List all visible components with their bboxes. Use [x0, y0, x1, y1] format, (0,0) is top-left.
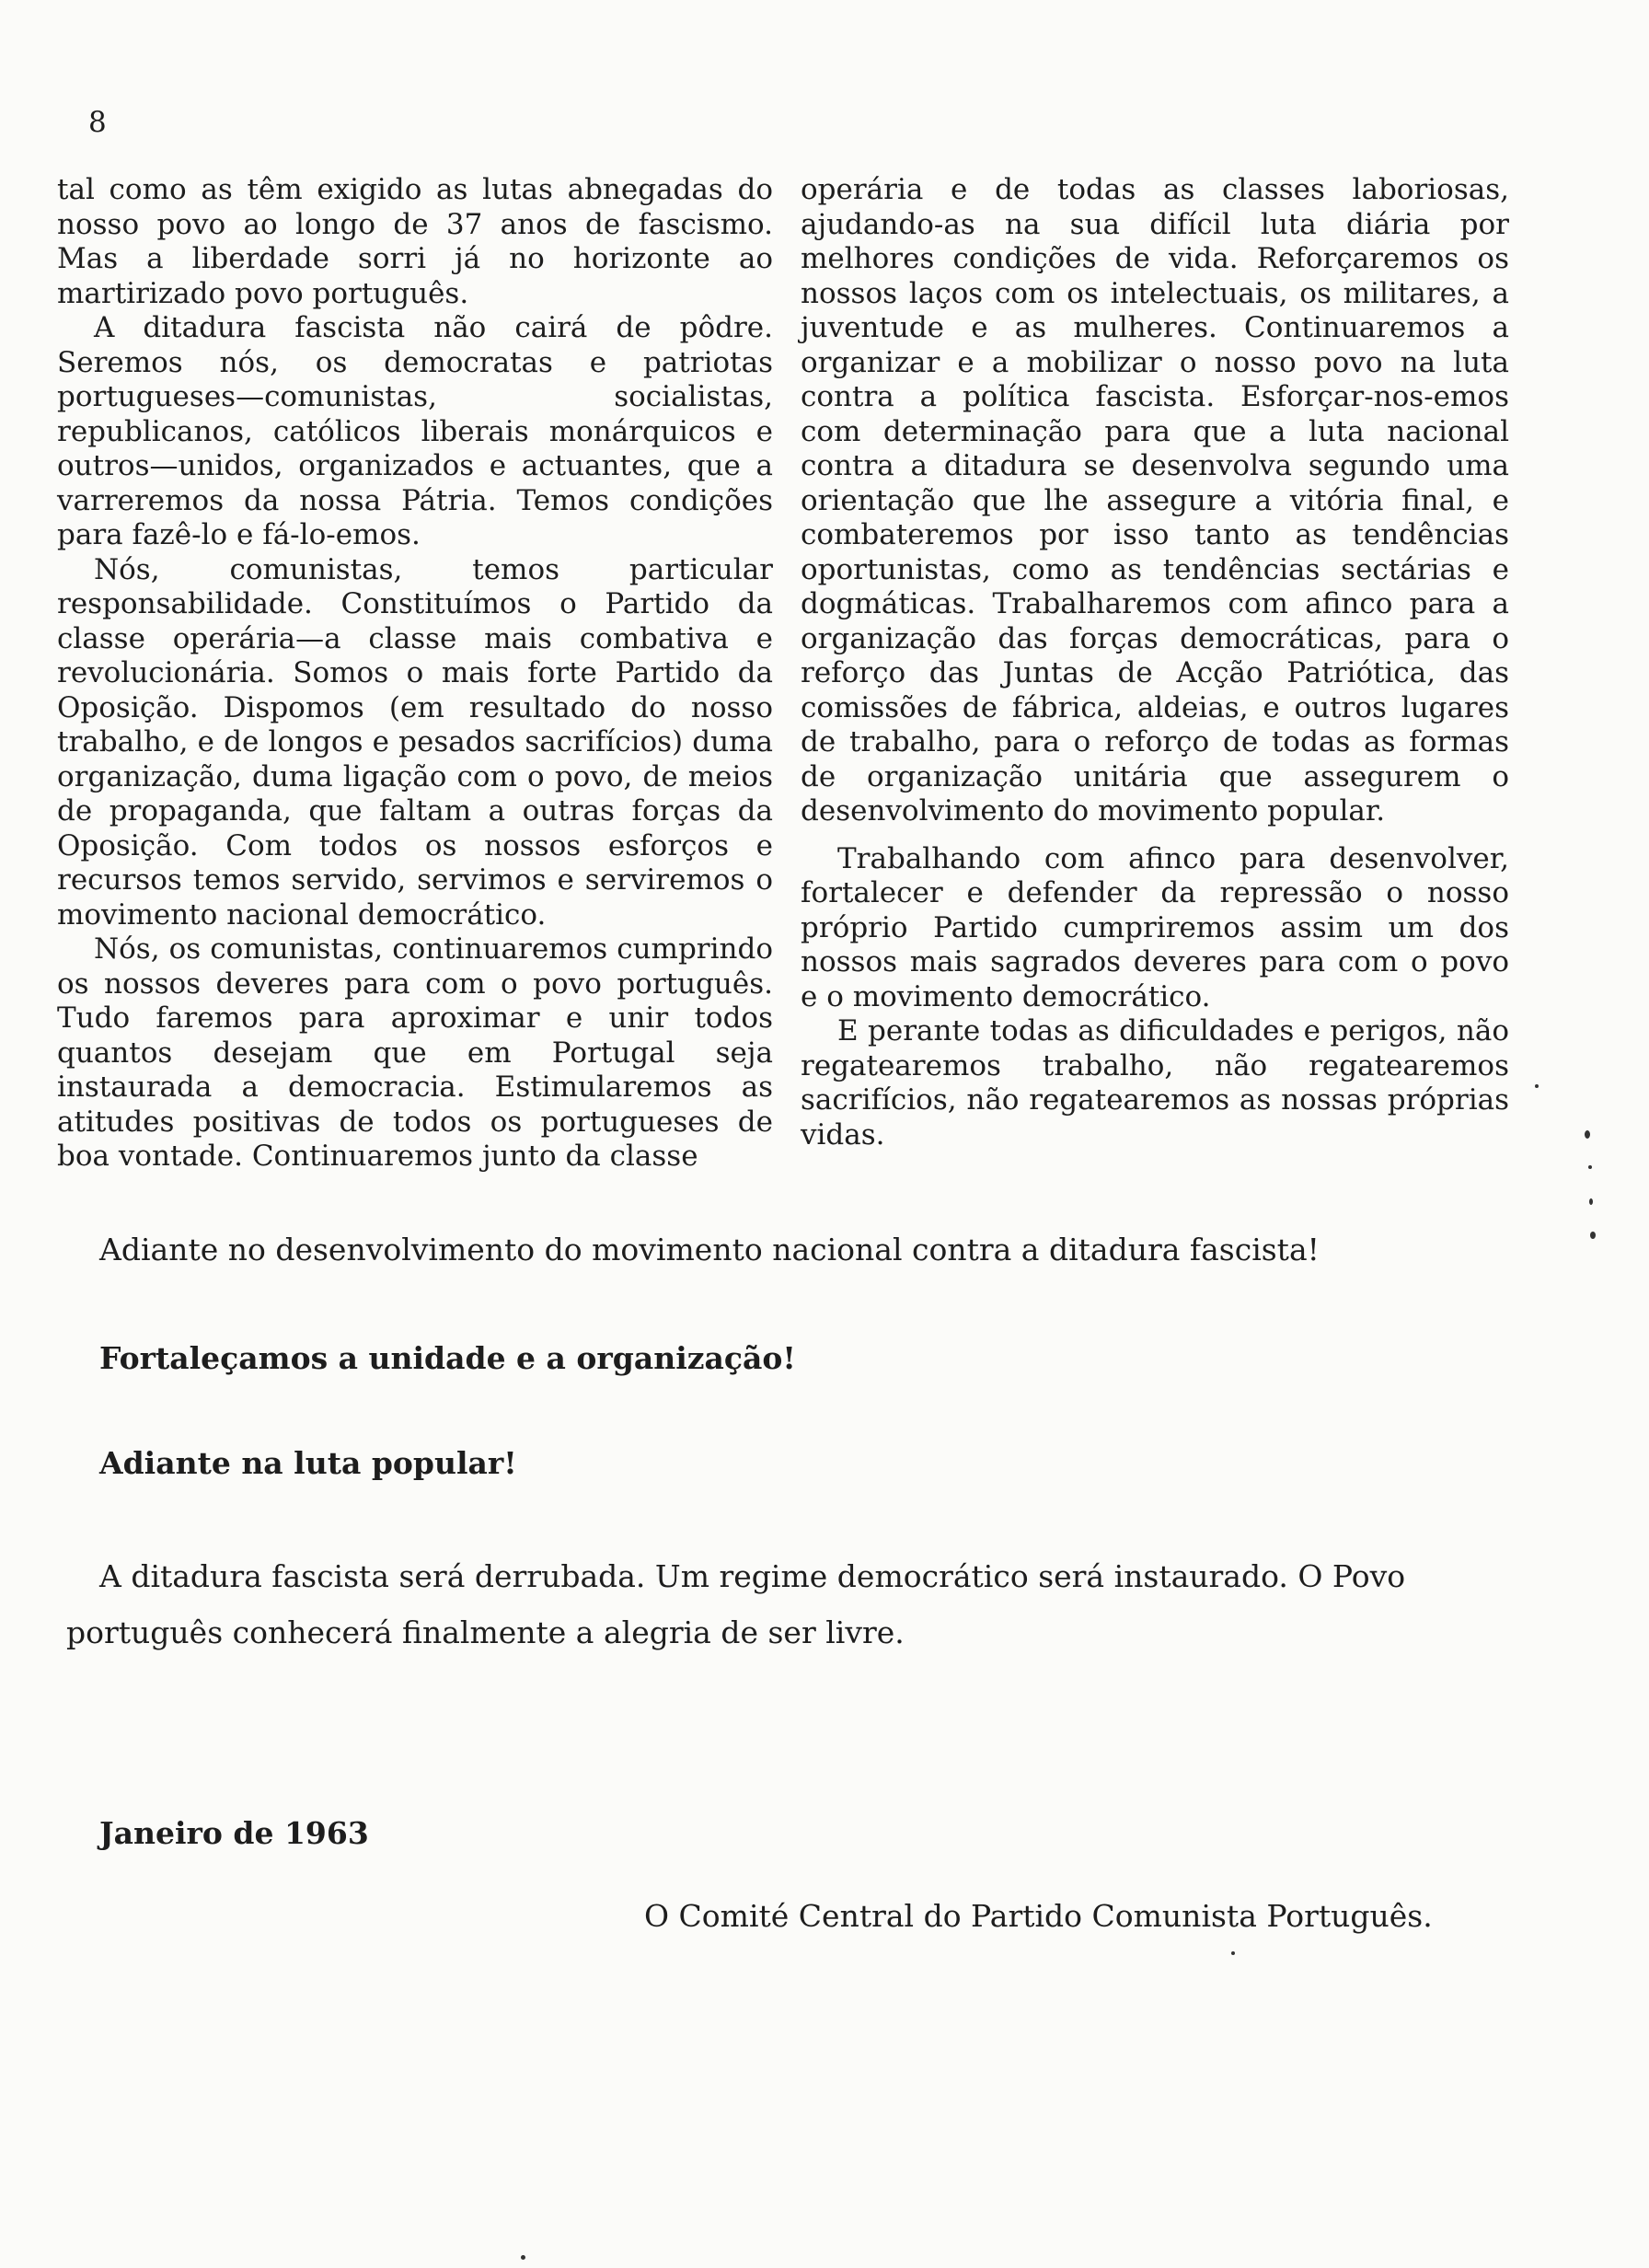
final-statement: A ditadura fascista será derrubada. Um regime democrático será instaurado. O Povo português conhecerá finalmente a alegria de ser livre. — [66, 1558, 1406, 1650]
speck — [1535, 1084, 1539, 1088]
document-date: Janeiro de 1963 — [99, 1815, 369, 1851]
speck — [1231, 1951, 1235, 1955]
paragraph: A ditadura fascista não cairá de pôdre. Seremos nós, os democratas e patriotas portugueses—comunistas, socialistas, republicanos, católicos liberais monárquicos e outros—unidos, organizados e actuantes, que a varreremos da nossa Pátria. Temos condições para fazê-lo e fá-lo-emos. — [57, 311, 773, 551]
slogan: Adiante no desenvolvimento do movimento nacional contra a ditadura fascista! — [99, 1232, 1320, 1267]
paragraph: Trabalhando com afinco para desenvolver, fortalecer e defender da repressão o nosso próprio Partido cumpriremos assim um dos nossos mais sagrados deveres para com o povo e o movimento democrático. — [801, 841, 1509, 1013]
paragraph: tal como as têm exigido as lutas abnegadas do nosso povo ao longo de 37 anos de fascismo. Mas a liberdade sorri já no horizonte ao martirizado povo português. — [57, 173, 773, 310]
left-column — [57, 173, 773, 1174]
slogan: Fortaleçamos a unidade e a organização! — [99, 1340, 796, 1376]
speck — [1589, 1198, 1593, 1205]
page-number: 8 — [88, 106, 107, 139]
speck — [1590, 1232, 1596, 1239]
speck — [521, 2255, 525, 2260]
speck — [1585, 1130, 1590, 1139]
right-column — [801, 173, 1509, 1152]
paragraph: E perante todas as dificuldades e perigos, não regatearemos trabalho, não regatearemos sacrifícios, não regatearemos as nossas próprias vidas. — [801, 1014, 1509, 1151]
paragraph: operária e de todas as classes laboriosas, ajudando-as na sua difícil luta diária por melhores condições de vida. Reforçaremos os nossos laços com os intelectuais, os militares, a juventude e as mulheres. Continuaremos a organizar e a mobilizar o nosso povo na luta contra a política fascista. Esforçar-nos-emos com determinação para que a luta nacional contra a ditadura se desenvolva segundo uma orientação que lhe assegure a vitória final, e combateremos por isso tanto as tendências oportunistas, como as tendências sectárias e dogmáticas. Trabalharemos com afinco para a organização das forças democráticas, para o reforço das Juntas de Acção Patriótica, das comissões de fábrica, aldeias, e outros lugares de trabalho, para o reforço de todas as formas de organização unitária que assegurem o desenvolvimento do movimento popular. — [801, 173, 1509, 827]
paragraph: Nós, comunistas, temos particular responsabilidade. Constituímos o Partido da classe operária—a classe mais combativa e revolucionária. Somos o mais forte Partido da Oposição. Dispomos (em resultado do nosso trabalho, e de longos e pesados sacrifícios) duma organização, duma ligação com o povo, de meios de propaganda, que faltam a outras forças da Oposição. Com todos os nossos esforços e recursos temos servido, servimos e serviremos o movimento nacional democrático. — [57, 552, 773, 932]
slogan: Adiante na luta popular! — [99, 1445, 517, 1481]
speck — [1588, 1165, 1592, 1169]
paragraph: Nós, os comunistas, continuaremos cumprindo os nossos deveres para com o povo português. Tudo faremos para aproximar e unir todos quantos desejam que em Portugal seja instaurada a democracia. Estimularemos as atitudes positivas de todos os portugueses de boa vontade. Continuaremos junto da classe — [57, 932, 773, 1173]
signature: O Comité Central do Partido Comunista Português. — [644, 1898, 1433, 1934]
